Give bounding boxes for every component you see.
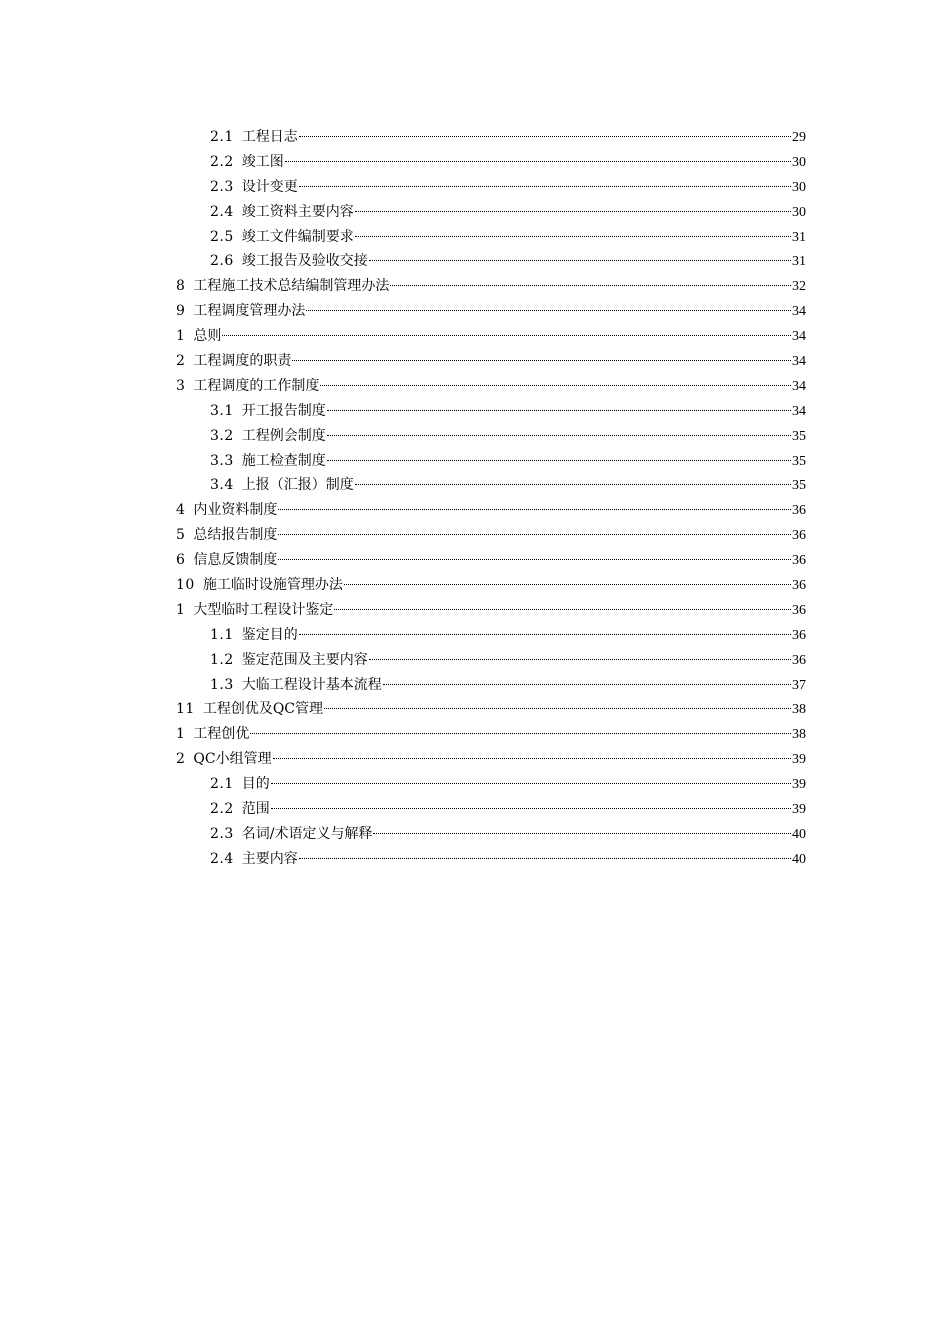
- dot-leader: [285, 161, 791, 162]
- toc-entry-title: 范围: [241, 801, 270, 818]
- toc-entry-page: 29: [792, 130, 806, 145]
- toc-entry-page: 35: [792, 453, 806, 469]
- toc-entry[interactable]: [176, 299, 806, 324]
- toc-entry-page: 39: [792, 777, 806, 793]
- toc-entry[interactable]: [176, 200, 806, 225]
- toc-entry[interactable]: [176, 125, 806, 150]
- toc-entry-title: 施工检查制度: [241, 452, 326, 469]
- toc-entry[interactable]: [176, 847, 806, 872]
- dot-leader: [292, 360, 791, 361]
- toc-entry-page: 35: [792, 428, 806, 444]
- toc-entry-number: 3.1: [210, 402, 234, 419]
- dot-leader: [334, 609, 791, 610]
- toc-entry[interactable]: [176, 598, 806, 623]
- dot-leader: [355, 211, 791, 212]
- toc-entry-title: 目的: [241, 776, 270, 793]
- dot-leader: [222, 335, 791, 336]
- toc-entry-number: 1.3: [210, 676, 234, 693]
- toc-entry-title: 上报（汇报）制度: [241, 477, 354, 494]
- toc-entry-page: 34: [792, 304, 806, 320]
- toc-entry-number: 2: [176, 353, 186, 370]
- toc-entry-title: 鉴定目的: [241, 626, 298, 643]
- toc-entry-title: 工程日志: [241, 129, 298, 145]
- dot-leader: [355, 236, 791, 237]
- toc-entry-title: 竣工报告及验收交接: [241, 253, 368, 270]
- toc-entry-number: 4: [176, 502, 186, 519]
- toc-entry-page: 40: [792, 851, 806, 867]
- toc-entry-page: 36: [792, 528, 806, 544]
- toc-entry-page: 31: [792, 229, 806, 245]
- dot-leader: [369, 659, 791, 660]
- dot-leader: [355, 484, 791, 485]
- toc-entry-page: 40: [792, 826, 806, 842]
- toc-entry-number: 2.4: [210, 850, 234, 867]
- toc-entry[interactable]: [176, 797, 806, 822]
- toc-entry-page: 36: [792, 602, 806, 618]
- toc-entry[interactable]: [176, 722, 806, 747]
- toc-entry-title: 施工临时设施管理办法: [202, 577, 343, 594]
- toc-entry-title: 总结报告制度: [193, 527, 278, 544]
- dot-leader: [278, 509, 791, 510]
- toc-entry-page: 36: [792, 553, 806, 569]
- toc-entry[interactable]: [176, 324, 806, 349]
- dot-leader: [383, 684, 791, 685]
- dot-leader: [327, 435, 791, 436]
- toc-entry-title: 竣工文件编制要求: [241, 228, 354, 245]
- toc-entry-page: 30: [792, 179, 806, 195]
- toc-entry[interactable]: [176, 374, 806, 399]
- toc-entry-number: 3.2: [210, 427, 234, 444]
- toc-entry[interactable]: [176, 349, 806, 374]
- toc-entry-page: 36: [792, 627, 806, 643]
- toc-entry-number: 2.1: [210, 129, 234, 145]
- toc-entry-title: 工程调度的职责: [193, 353, 292, 370]
- toc-entry-number: 1: [176, 601, 186, 618]
- dot-leader: [369, 260, 791, 261]
- toc-entry[interactable]: [176, 673, 806, 698]
- toc-entry-page: 39: [792, 752, 806, 768]
- toc-entry[interactable]: [176, 449, 806, 474]
- toc-entry-page: 36: [792, 652, 806, 668]
- toc-entry-page: 39: [792, 802, 806, 818]
- toc-entry-page: 37: [792, 677, 806, 693]
- dot-leader: [327, 460, 791, 461]
- toc-entry-title: QC小组管理: [193, 751, 272, 768]
- toc-entry[interactable]: [176, 548, 806, 573]
- toc-entry-number: 5: [176, 527, 186, 544]
- toc-entry-title: 工程创优: [193, 726, 250, 743]
- toc-entry-number: 2: [176, 751, 186, 768]
- toc-entry-page: 34: [792, 378, 806, 394]
- dot-leader: [390, 285, 791, 286]
- toc-entry[interactable]: [176, 523, 806, 548]
- toc-entry[interactable]: [176, 175, 806, 200]
- toc-entry-number: 3.3: [210, 452, 234, 469]
- toc-entry-page: 36: [792, 503, 806, 519]
- toc-entry-title: 信息反馈制度: [193, 552, 278, 569]
- toc-entry-number: 11: [176, 701, 195, 718]
- toc-entry-title: 工程施工技术总结编制管理办法: [193, 278, 390, 295]
- toc-entry-page: 32: [792, 279, 806, 295]
- toc-entry-number: 2.2: [210, 801, 234, 818]
- toc-entry[interactable]: [176, 225, 806, 250]
- toc-entry[interactable]: [176, 249, 806, 274]
- toc-entry-number: 3.4: [210, 477, 234, 494]
- toc-entry-page: 30: [792, 154, 806, 170]
- toc-entry-title: 总则: [193, 328, 222, 345]
- dot-leader: [271, 783, 791, 784]
- toc-entry-number: 2.2: [210, 153, 234, 170]
- toc-entry-number: 1: [176, 328, 186, 345]
- toc-entry[interactable]: [176, 274, 806, 299]
- toc-entry-number: 2.6: [210, 253, 234, 270]
- dot-leader: [306, 310, 791, 311]
- dot-leader: [278, 559, 791, 560]
- toc-entry-page: 35: [792, 478, 806, 494]
- toc-entry-title: 大临工程设计基本流程: [241, 676, 382, 693]
- toc-entry-number: 10: [176, 577, 195, 594]
- toc-entry-number: 6: [176, 552, 186, 569]
- toc-entry-number: 1.2: [210, 651, 234, 668]
- toc-entry-title: 大型临时工程设计鉴定: [193, 601, 334, 618]
- toc-entry-title: 鉴定范围及主要内容: [241, 651, 368, 668]
- toc-entry-number: 3: [176, 377, 186, 394]
- toc-entry-number: 8: [176, 278, 186, 295]
- toc-entry-title: 竣工图: [241, 153, 284, 170]
- toc-entry-number: 2.3: [210, 178, 234, 195]
- toc-entry[interactable]: [176, 498, 806, 523]
- toc-entry-number: 2.4: [210, 203, 234, 220]
- dot-leader: [320, 385, 791, 386]
- toc-entry-title: 主要内容: [241, 850, 298, 867]
- dot-leader: [324, 708, 791, 709]
- toc-entry-number: 2.5: [210, 228, 234, 245]
- toc-entry-number: 2.1: [210, 776, 234, 793]
- toc-entry[interactable]: [176, 424, 806, 449]
- toc-entry-page: 34: [792, 354, 806, 370]
- toc-entry-page: 34: [792, 329, 806, 345]
- dot-leader: [273, 758, 791, 759]
- dot-leader: [271, 808, 791, 809]
- toc-entry[interactable]: [176, 648, 806, 673]
- toc-entry[interactable]: [176, 473, 806, 498]
- toc-entry[interactable]: [176, 747, 806, 772]
- toc-entry[interactable]: [176, 697, 806, 722]
- toc-entry[interactable]: [176, 822, 806, 847]
- dot-leader: [299, 186, 791, 187]
- toc-entry-page: 38: [792, 727, 806, 743]
- toc-entry-title: 竣工资料主要内容: [241, 203, 354, 220]
- toc-entry-number: 2.3: [210, 825, 234, 842]
- dot-leader: [299, 858, 791, 859]
- toc-entry[interactable]: [176, 399, 806, 424]
- toc-entry-title: 开工报告制度: [241, 402, 326, 419]
- toc-entry-title: 设计变更: [241, 178, 298, 195]
- toc-entry-title: 工程调度的工作制度: [193, 377, 320, 394]
- toc-entry-title: 名词/术语定义与解释: [241, 825, 373, 842]
- dot-leader: [299, 634, 791, 635]
- toc-entry-page: 31: [792, 254, 806, 270]
- toc-entry[interactable]: [176, 772, 806, 797]
- dot-leader: [373, 833, 791, 834]
- toc-entry-title: 工程创优及QC管理: [202, 701, 324, 718]
- toc-entry-page: 38: [792, 702, 806, 718]
- dot-leader: [299, 136, 791, 137]
- toc-entry[interactable]: [176, 623, 806, 648]
- toc-entry-number: 1.1: [210, 626, 234, 643]
- dot-leader: [344, 584, 791, 585]
- dot-leader: [250, 733, 791, 734]
- table-of-contents: [176, 125, 806, 872]
- toc-entry-title: 工程例会制度: [241, 427, 326, 444]
- toc-entry-title: 工程调度管理办法: [193, 303, 306, 320]
- toc-entry[interactable]: [176, 150, 806, 175]
- toc-entry-page: 30: [792, 204, 806, 220]
- dot-leader: [278, 534, 791, 535]
- toc-entry-title: 内业资料制度: [193, 502, 278, 519]
- toc-entry-page: 36: [792, 578, 806, 594]
- toc-entry-number: 1: [176, 726, 186, 743]
- toc-entry[interactable]: [176, 573, 806, 598]
- toc-entry-page: 34: [792, 403, 806, 419]
- dot-leader: [327, 410, 791, 411]
- toc-entry-number: 9: [176, 303, 186, 320]
